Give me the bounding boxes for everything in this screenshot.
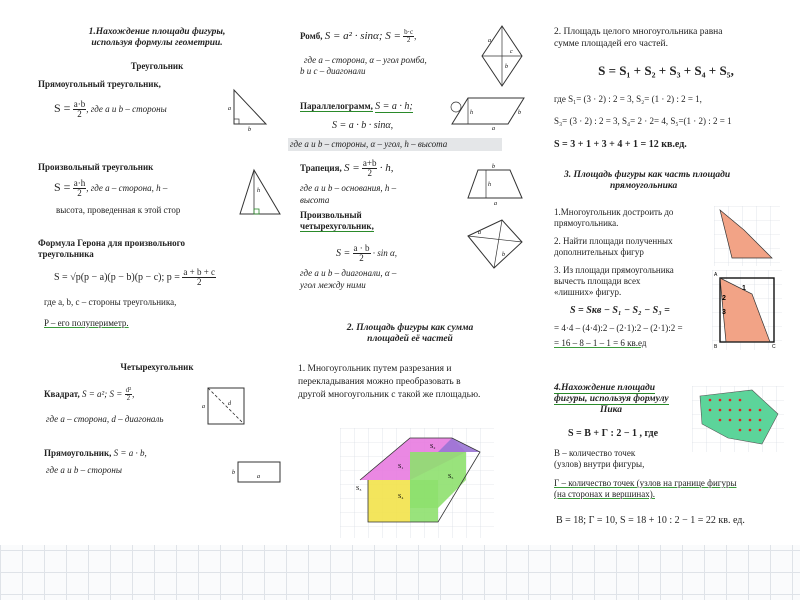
pick-g-line1: Г – количество точек (узлов на границе фигуры [554,478,737,488]
quadrilateral-note1: где a и b – диагонали, α – [300,268,397,278]
pick-dot [739,419,742,422]
fig-label-h: h [488,182,491,188]
pick-dot [739,429,742,432]
section3-calc1: = 4·4 – (4·4):2 – (2·1):2 – (2·1):2 = [554,323,683,333]
formula-denominator: 2 [77,109,82,120]
label-s3: S₃ [356,486,362,492]
heron-note1: где a, b, c – стороны треугольника, [44,297,177,307]
fig-label-b: b [232,470,235,476]
formula-denominator: 2 [359,253,364,264]
label-s1: S₁ [398,464,404,470]
pick-b-line1: B – количество точек [554,448,636,458]
rhombus-title: Ромб, [300,31,323,41]
parallelogram-note: где a и b – стороны, α – угол, h – высота [288,138,502,151]
rectangle-figure [230,456,284,490]
triangle-title: Треугольник [130,61,184,71]
fig-label-c: c [510,49,513,55]
square-formula: S = a²; S = [81,389,123,399]
heron-title [38,238,185,260]
sum-intro [554,26,723,50]
fig-label-b: b [492,164,495,170]
formula-denominator: 2 [406,36,411,45]
heron-note2-text: P – его полупериметр. [44,318,129,328]
quadrilateral-figure [464,216,526,272]
pick-dot [719,419,722,422]
quadrilateral-note2: угол между ними [300,280,366,290]
heron-title-line2: треугольника [38,249,94,259]
section3-item3-line3: «лишних» фигур. [554,287,622,297]
arbitrary-triangle-title: Произвольный треугольник [38,162,154,172]
sum-calc2: S₃= (3 · 2) : 2 = 3, S₄= 2 · 2= 4, S₅=(1 · 2) : 2 = 1 [554,116,732,126]
fig-label-a: a [228,106,231,112]
heron-p-numerator: a + b + c [183,267,216,278]
fig-label-a: a [494,201,497,207]
parallelogram-formula1: S = a · h; [375,101,413,112]
fig-label-h: h [470,110,473,116]
pick-g-line2: (на сторонах и вершинах). [554,489,655,499]
pick-dot [729,409,732,412]
pick-dot [709,409,712,412]
pick-g-definition [554,478,737,500]
parallelogram-title: Параллелограмм, [300,101,373,111]
section3-calc2-text: = 16 – 8 – 1 – 1 = 6 кв.ед [554,338,647,348]
parallelogram-row [300,101,413,112]
pick-figure [692,386,784,452]
fig-axis-a: A [714,272,718,278]
section1-heading-line2: используя формулы геометрии. [91,38,223,48]
formula-lhs: S = [54,101,71,115]
trapezoid-row [300,157,393,179]
formula-lhs: S = [343,162,360,174]
fig-label-b: b [502,252,505,258]
column-quadrilaterals [290,0,526,545]
right-triangle-title: Прямоугольный треугольник, [38,79,161,89]
pick-b-line2: (узлов) внутри фигуры, [554,459,645,469]
pick-dot [719,399,722,402]
region-s4 [410,480,438,522]
section2-heading [294,323,526,345]
section3-heading-line1: 3. Площадь фигуры как часть площади [564,170,731,180]
pick-dot [739,409,742,412]
composite-figure [340,428,494,538]
sum-total: S = 3 + 1 + 3 + 4 + 1 = 12 кв.ед. [554,139,687,150]
rhombus-figure [480,24,526,88]
section2-heading-line1: 2. Площадь фигуры как сумма [346,323,474,333]
pick-dot [729,399,732,402]
formula-numerator: a·h [73,178,86,189]
section3-formula: S = Sкв − S₁ − S₂ − S₃ = [570,305,670,316]
section2-text-line2: перекладывания можно преобразовать в [298,377,461,387]
pick-dot [719,409,722,412]
fig-label-a: a [492,126,495,132]
trapezoid-title: Трапеция, [300,163,342,173]
pick-dot [759,409,762,412]
fig-label-b: b [518,110,521,116]
section1-heading [36,27,278,49]
quadrilateral-title-line2: четырехугольник, [300,221,374,231]
section4-heading-line2: фигуры, используя формулу [554,394,669,404]
pick-dot [749,409,752,412]
right-triangle-figure [226,86,276,133]
section3-calc2 [554,338,646,349]
rectangle-formula: S = a · b, [113,448,147,458]
section3-heading-line2: прямоугольника [610,181,678,191]
heron-title-line1: Формула Герона для произвольного [38,238,186,248]
fig-label-3: 3 [722,309,726,316]
parallelogram-figure [448,92,528,132]
square-note: где a – сторона, d – диагональ [46,414,164,424]
rectangle-row [44,448,147,459]
section1-heading-line1: 1.Нахождение площади фигуры, [88,27,226,37]
arbitrary-triangle-figure [236,166,284,218]
formula-numerator: d² [125,386,132,395]
right-triangle-formula [54,95,167,121]
trapezoid-note1: где a и b – основания, h – [300,183,397,193]
section3-item2-line2: дополнительных фигур [554,247,644,257]
label-s5: S₅ [448,474,454,480]
rhombus-formula: S = a² · sinα; S = [324,30,401,42]
rectangle-title: Прямоугольник, [44,448,112,458]
sum-intro-line1: 2. Площадь целого многоугольника равна [554,27,723,37]
column-formulas-geometry [36,0,278,545]
section2-heading-line2: площадей её частей [367,334,453,344]
pick-dot [759,429,762,432]
trapezoid-note2: высота [300,195,330,205]
section3-item2-line1: 2. Найти площади полученных [554,236,673,246]
section3-item3 [554,265,674,298]
sum-calc1: где S₁= (3 · 2) : 2 = 3, S₂= (1 · 2) : 2 = 1, [554,94,702,104]
formula-note: , где a и b – стороны [86,104,167,114]
sum-intro-line2: сумме площадей его частей. [554,39,668,49]
rhombus-note1: где a – сторона, α – угол ромба, [304,55,427,65]
pick-dot [739,399,742,402]
quadrilateral-title [300,210,374,232]
fig-label-1: 1 [742,285,746,292]
formula-numerator: a·b [73,99,86,110]
formula-numerator: a+b [362,158,377,169]
heron-note2 [44,318,129,329]
fig-label-b: b [505,64,508,70]
rhombus-row: Ромб, S = a² · sinα; S = $\frac{b\cdot c}{2}$ , [300,28,417,45]
fig-label-2: 2 [722,295,726,302]
fig-label-d: d [228,401,231,407]
formula-denominator: 2 [126,394,131,403]
section4-heading-line1: 4.Нахождение площади [554,383,655,393]
region-s3 [368,480,410,522]
rectangle-grid-figure [712,270,782,350]
formula-lhs: S = [336,248,351,259]
heron-p-denominator: 2 [196,277,202,288]
heron-formula [54,267,216,289]
section2-text [298,363,480,402]
label-s2: S₂ [430,444,436,450]
rectangle-note: где a и b – стороны [46,465,122,475]
formula-numerator: a · b [353,243,370,254]
arbitrary-triangle-note2: высота, проведенная к этой стор [56,205,181,215]
sum-formula: S = S₁ + S₂ + S₃ + S₄ + S₅, [598,63,734,78]
pick-formula: S = B + Г : 2 − 1 , где [568,428,659,439]
quadrilateral-formula [336,240,397,266]
column-area-methods [548,0,788,545]
formula-denominator: 2 [367,168,372,179]
rhombus-note2: b и c – диагонали [300,66,366,76]
fig-label-b: b [248,127,251,133]
section3-item3-line2: вычесть площади всех [554,276,641,286]
section3-item1-line2: прямоугольника. [554,218,619,228]
square-figure [200,384,280,434]
section4-heading-line3: Пика [600,405,623,415]
section2-text-line1: 1. Многоугольник путем разрезания и [298,364,452,374]
square-row: Квадрат, S = a²; S = $\frac{\text{d²}}{2}$ , [44,386,135,403]
pick-dot [709,399,712,402]
fig-label-a: a [488,38,491,44]
heron-formula-main: S = √p(p − a)(p − b)(p − c); p = [54,272,180,283]
formula-rhs: · sin α, [372,248,397,258]
fig-label-a: a [202,404,205,410]
section3-heading [564,170,730,192]
fig-axis-c: C [772,344,776,350]
quad-title: Четырехугольник [120,362,194,372]
pick-dot [729,419,732,422]
parallelogram-formula2: S = a · b · sinα, [332,120,394,131]
pick-result: B = 18; Г = 10, S = 18 + 10 : 2 − 1 = 22 кв. ед. [556,515,745,526]
triangle-grid-figure [714,206,780,266]
pick-b-definition [554,448,644,470]
section3-item1 [554,207,673,229]
formula-lhs: S = [54,180,71,194]
fig-label-a: a [478,230,481,236]
pick-dot [749,429,752,432]
trapezoid-figure [464,164,528,207]
section4-heading [554,383,669,416]
formula-note: , где a – сторона, h – [86,183,168,193]
formula-numerator: b·c [404,28,414,37]
section3-item3-line1: 3. Из площади прямоугольника [554,265,674,275]
square-title: Квадрат, [44,389,80,399]
pick-dot [749,419,752,422]
label-s4: S₄ [398,494,404,500]
fig-label-h: h [257,188,260,194]
pick-dot [759,419,762,422]
section3-item1-line1: 1.Многоугольник достроить до [554,207,674,217]
formula-denominator: 2 [77,188,82,199]
section2-text-line3: другой многоугольник с такой же площадью. [298,390,481,400]
fig-axis-b: B [714,344,718,350]
fig-label-a: a [257,474,260,480]
section3-item2 [554,236,673,258]
arbitrary-triangle-formula [54,174,167,200]
formula-rhs: · h, [379,162,394,174]
quadrilateral-title-line1: Произвольный [300,210,362,220]
